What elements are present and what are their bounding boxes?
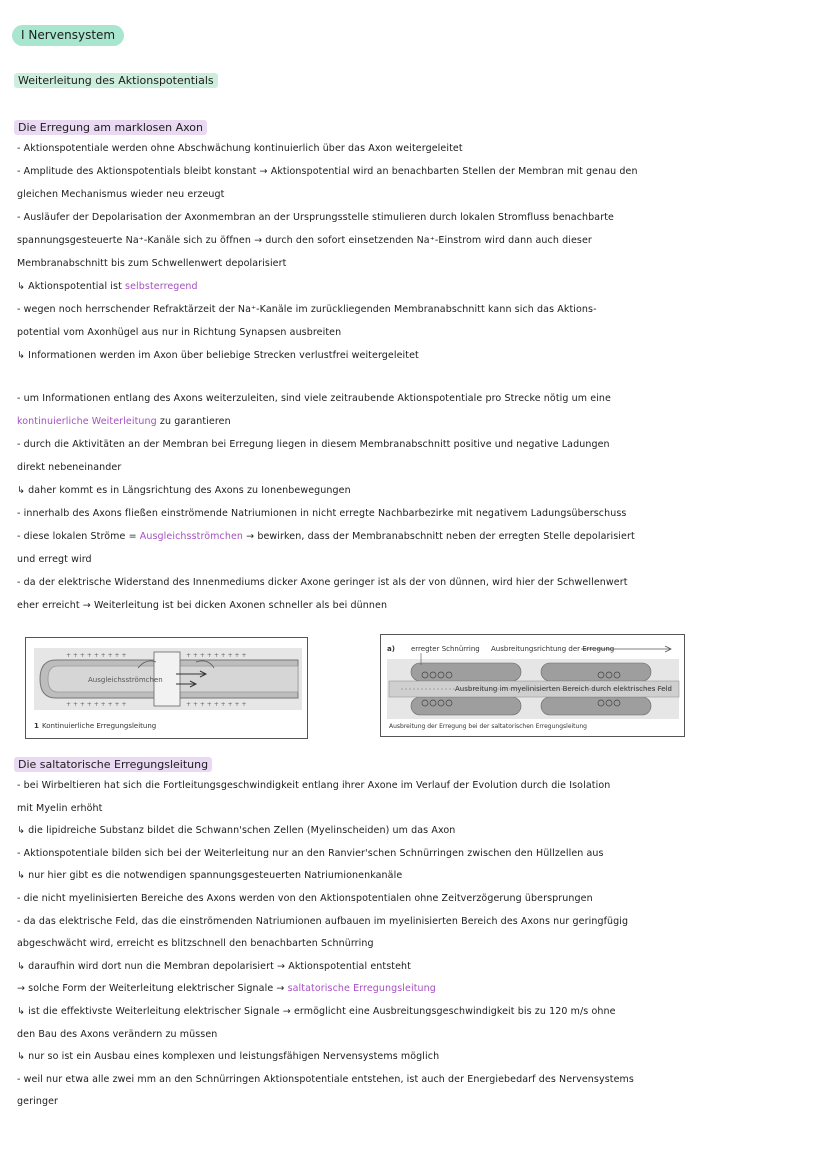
- figure-saltatory-conduction: [380, 634, 685, 737]
- note-line: ↳ die lipidreiche Substanz bildet die Schwann'schen Zellen (Myelinscheiden) um das Axon: [17, 825, 456, 837]
- highlighted-term: kontinuierliche Weiterleitung: [17, 416, 157, 427]
- svg-text:+ + + + + + + + +: + + + + + + + + +: [186, 701, 247, 708]
- figure2-direction-label: Ausbreitungsrichtung der Erregung: [491, 645, 615, 653]
- note-line: eher erreicht → Weiterleitung ist bei dicken Axonen schneller als bei dünnen: [17, 600, 388, 611]
- highlighted-term: selbsterregend: [125, 281, 198, 292]
- note-line: [17, 281, 812, 293]
- note-line-text: → bewirken, dass der Membranabschnitt neben der erregten Stelle depolarisiert: [243, 531, 635, 542]
- note-line: abgeschwächt wird, erreicht es blitzschnell den benachbarten Schnürring: [17, 938, 374, 950]
- note-line: potential vom Axonhügel aus nur in Richtung Synapsen ausbreiten: [17, 327, 342, 338]
- note-line: Membranabschnitt bis zum Schwellenwert depolarisiert: [17, 258, 287, 269]
- section3-heading: Die saltatorische Erregungsleitung: [14, 757, 212, 772]
- note-line-text: → solche Form der Weiterleitung elektrischer Signale →: [17, 983, 288, 995]
- note-line: - durch die Aktivitäten an der Membran bei Erregung liegen in diesem Membranabschnitt positive und negative Ladungen: [17, 439, 610, 450]
- subtitle: Weiterleitung des Aktionspotentials: [14, 73, 218, 88]
- note-line: ↳ daher kommt es in Längsrichtung des Axons zu Ionenbewegungen: [17, 485, 351, 496]
- figure2-caption: Ausbreitung der Erregung bei der saltatorischen Erregungsleitung: [389, 723, 587, 730]
- note-line-text: - diese lokalen Ströme =: [17, 531, 140, 542]
- svg-text:+ + + + + + + + +: + + + + + + + + +: [66, 652, 127, 659]
- figure1-caption-number: 1: [34, 722, 39, 730]
- note-line: - die nicht myelinisierten Bereiche des Axons werden von den Aktionspotentialen ohne Zeitverzögerung übersprungen: [17, 893, 593, 904]
- note-line: - Aktionspotentiale bilden sich bei der Weiterleitung nur an den Ranvier'schen Schnürringen zwischen den Hüllzellen aus: [17, 847, 604, 859]
- figure1-caption: Kontinuierliche Erregungsleitung: [42, 722, 157, 730]
- svg-text:+ + + + + + + + +: + + + + + + + + +: [66, 701, 127, 708]
- section1-heading: Die Erregung am marklosen Axon: [14, 120, 207, 135]
- note-line: [17, 416, 812, 428]
- note-line: - innerhalb des Axons fließen einströmende Natriumionen in nicht erregte Nachbarbezirke mit negativem Ladungsüberschuss: [17, 508, 627, 519]
- note-line-text: zu garantieren: [156, 416, 231, 427]
- note-line: den Bau des Axons verändern zu müssen: [17, 1028, 218, 1040]
- note-line: - Aktionspotentiale werden ohne Abschwächung kontinuierlich über das Axon weitergeleitet: [17, 143, 463, 154]
- note-line: - weil nur etwa alle zwei mm an den Schnürringen Aktionspotentiale entstehen, ist auch der Energiebedarf des Nervensystems: [17, 1073, 634, 1085]
- figure2-node-label: erregter Schnürring: [411, 645, 480, 653]
- note-line: ↳ nur so ist ein Ausbau eines komplexen und leistungsfähigen Nervensystems möglich: [17, 1051, 440, 1063]
- figure2-field-label: Ausbreitung im myelinisierten Bereich durch elektrisches Feld: [455, 685, 672, 693]
- note-line: direkt nebeneinander: [17, 462, 122, 473]
- note-line: gleichen Mechanismus wieder neu erzeugt: [17, 189, 225, 200]
- note-line: und erregt wird: [17, 554, 92, 565]
- figure-continuous-conduction: [25, 637, 308, 739]
- note-line: - um Informationen entlang des Axons weiterzuleiten, sind viele zeitraubende Aktionspotentiale pro Strecke nötig um eine: [17, 393, 611, 404]
- note-line: - da das elektrische Feld, das die einströmenden Natriumionen aufbauen im myelinisierten Bereich des Axons nur geringfügig: [17, 915, 629, 927]
- note-line: - Ausläufer der Depolarisation der Axonmembran an der Ursprungsstelle stimulieren durch lokalen Stromfluss benachbarte: [17, 212, 614, 223]
- note-line: [17, 531, 812, 543]
- note-line: mit Myelin erhöht: [17, 802, 103, 814]
- note-line: ↳ Informationen werden im Axon über beliebige Strecken verlustfrei weitergeleitet: [17, 350, 419, 361]
- page-title: I Nervensystem: [12, 25, 124, 46]
- note-line: spannungsgesteuerte Na⁺-Kanäle sich zu öffnen → durch den sofort einsetzenden Na⁺-Einstrom wird dann auch dieser: [17, 235, 592, 246]
- note-line: [17, 983, 812, 995]
- svg-text:+ + + + + + + + +: + + + + + + + + +: [186, 652, 247, 659]
- note-line: - Amplitude des Aktionspotentials bleibt konstant → Aktionspotential wird an benachbarten Stellen der Membran mit genau den: [17, 166, 638, 177]
- highlighted-term: saltatorische Erregungsleitung: [287, 983, 436, 995]
- note-line-text: ↳ Aktionspotential ist: [17, 281, 126, 292]
- note-line: ↳ nur hier gibt es die notwendigen spannungsgesteuerten Natriumionenkanäle: [17, 870, 403, 882]
- note-line: - wegen noch herrschender Refraktärzeit der Na⁺-Kanäle im zurückliegenden Membranabschnitt kann sich das Aktions-: [17, 304, 597, 315]
- note-line: - bei Wirbeltieren hat sich die Fortleitungsgeschwindigkeit entlang ihrer Axone im Verlauf der Evolution durch die Isolation: [17, 780, 611, 791]
- note-line: ↳ daraufhin wird dort nun die Membran depolarisiert → Aktionspotential entsteht: [17, 960, 411, 972]
- note-line: - da der elektrische Widerstand des Innenmediums dicker Axone geringer ist als der von dünnen, wird hier der Schwellenwert: [17, 577, 628, 588]
- figure2-label-a: a): [387, 645, 395, 653]
- note-line: geringer: [17, 1096, 59, 1108]
- highlighted-term: Ausgleichsströmchen: [139, 531, 244, 542]
- figure1-inner-label: Ausgleichsströmchen: [88, 676, 163, 684]
- note-line: ↳ ist die effektivste Weiterleitung elektrischer Signale → ermöglicht eine Ausbreitungsgeschwindigkeit bis zu 120 m/s ohne: [17, 1006, 616, 1017]
